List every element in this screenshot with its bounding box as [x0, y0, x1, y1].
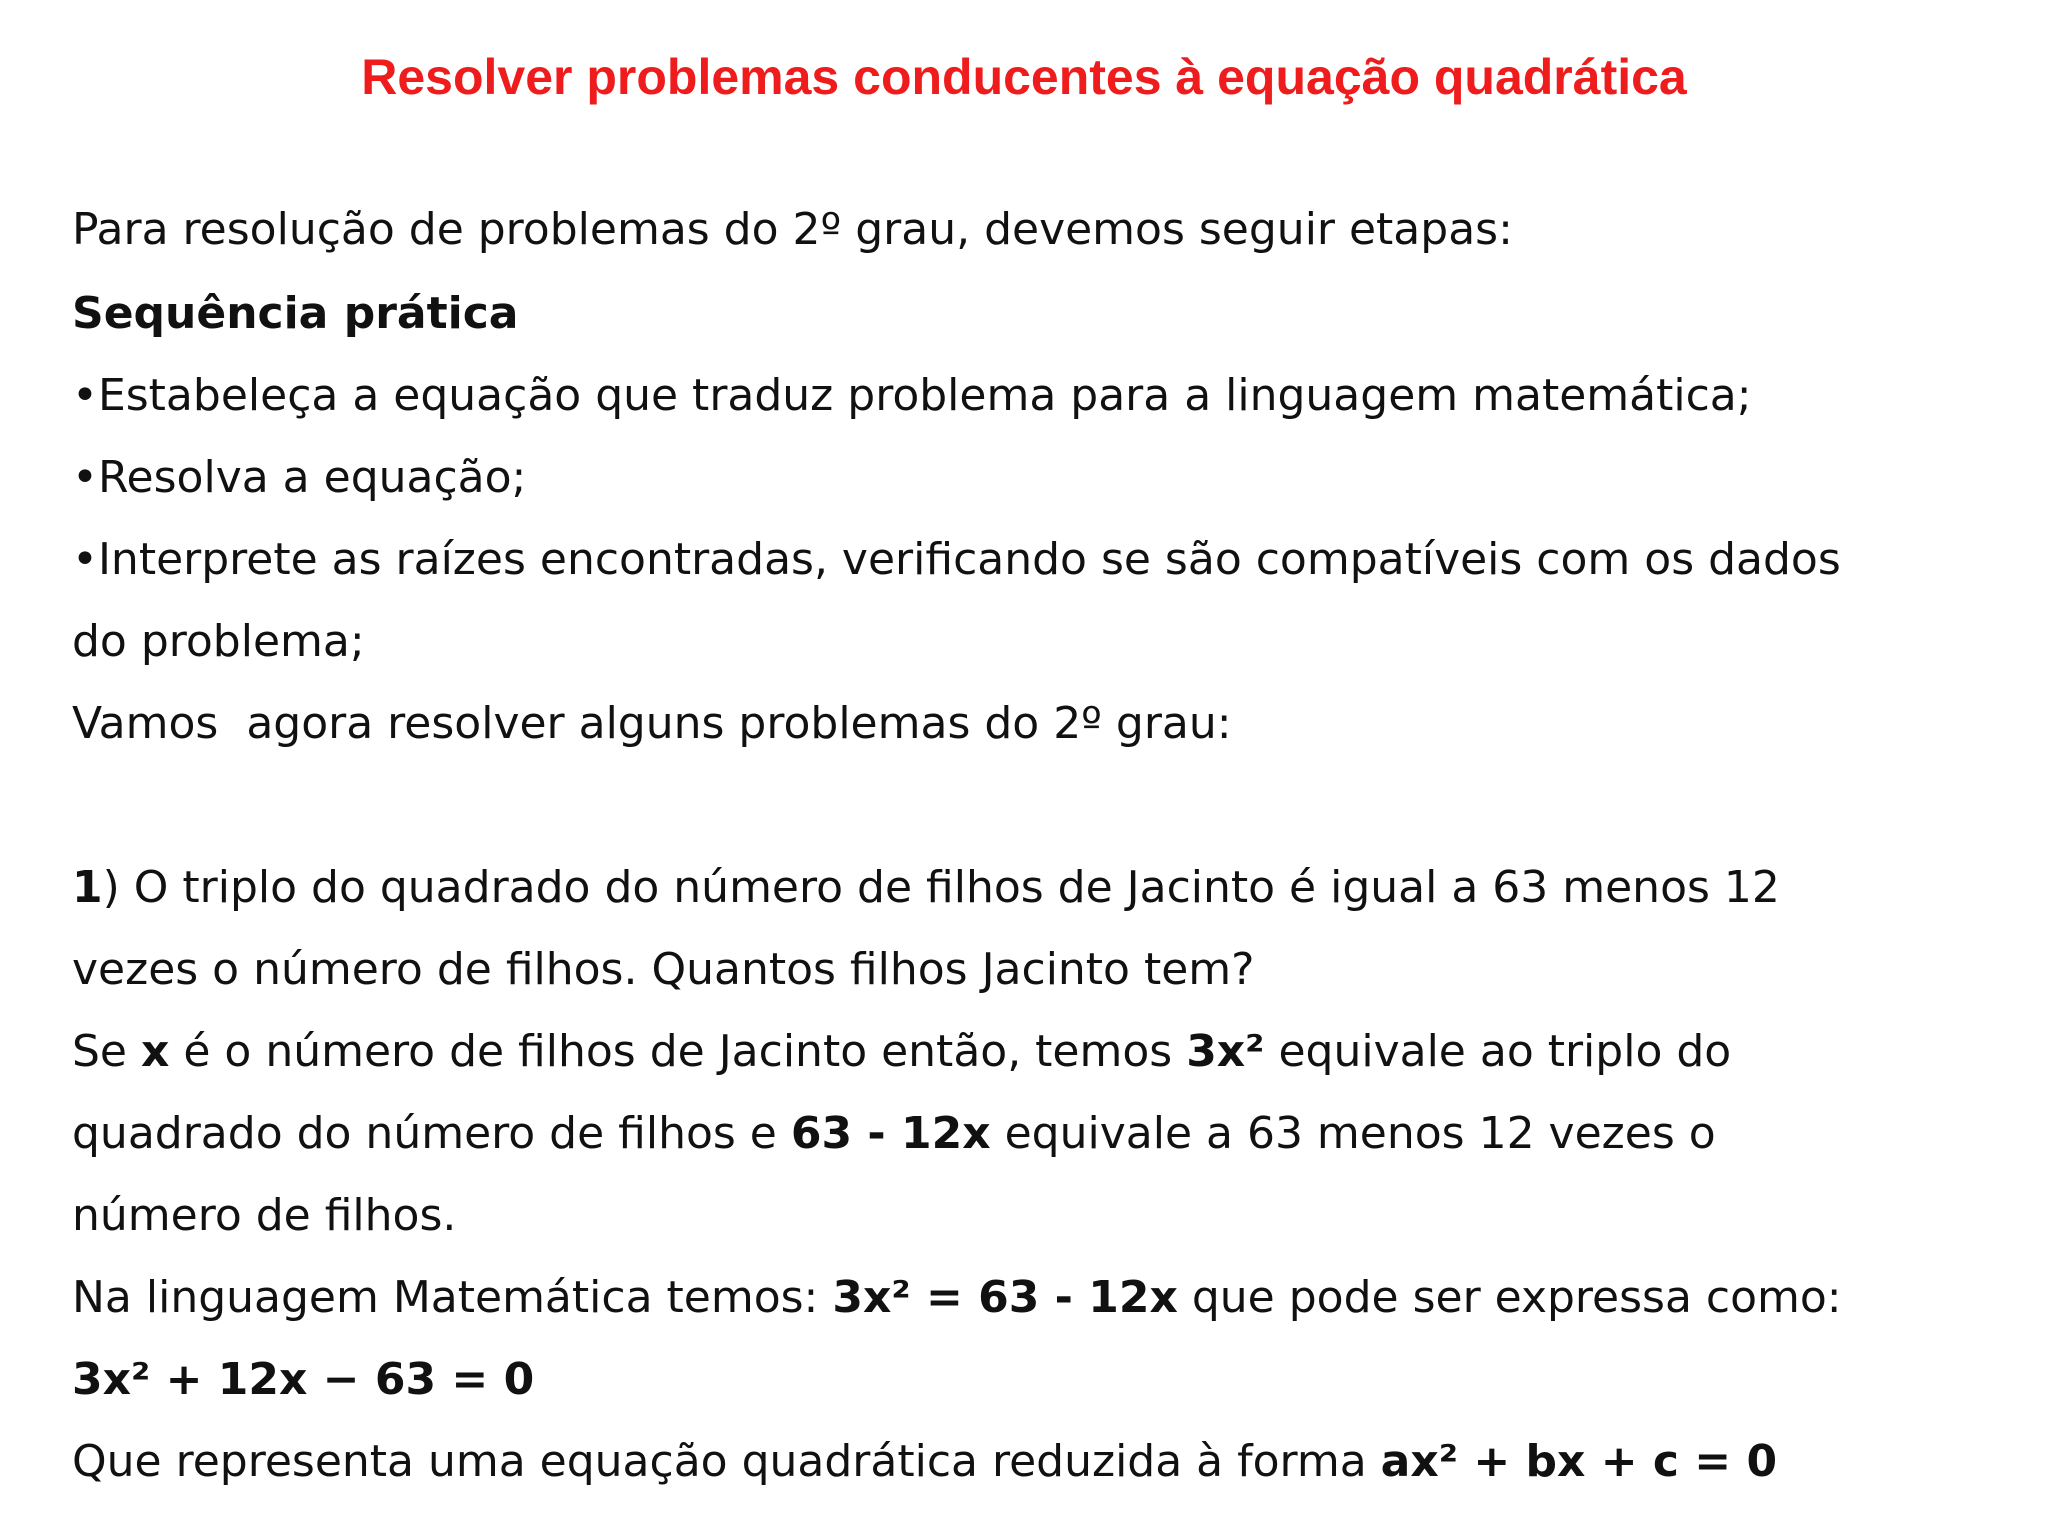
math-language-line: [72, 1268, 1842, 1328]
problem-1-statement: [72, 858, 1780, 918]
step-item-1: •Estabeleça a equação que traduz problema para a linguagem matemática;: [72, 370, 1752, 421]
explanation-text: equivale ao triplo do: [1264, 1026, 1732, 1077]
expression-3x2: 3x²: [1186, 1026, 1265, 1077]
page-title: Resolver problemas conducentes à equação quadrática: [361, 49, 1687, 105]
problem-statement-line-1: ) O triplo do quadrado do número de filhos de Jacinto é igual a 63 menos 12: [102, 862, 1780, 913]
reduced-equation: 3x² + 12x − 63 = 0: [72, 1354, 535, 1405]
explanation-line-3: número de filhos.: [72, 1190, 457, 1241]
explanation-text: é o número de filhos de Jacinto então, temos: [169, 1026, 1187, 1077]
transition-text: Vamos agora resolver alguns problemas do 2º grau:: [72, 698, 1232, 749]
explanation-text: Na linguagem Matemática temos:: [72, 1272, 833, 1323]
variable-x: x: [141, 1026, 170, 1077]
explanation-text: Se: [72, 1026, 141, 1077]
explanation-text: equivale a 63 menos 12 vezes o: [990, 1108, 1716, 1159]
intro-text: Para resolução de problemas do 2º grau, devemos seguir etapas:: [72, 204, 1513, 255]
step-item-2: •Resolva a equação;: [72, 452, 527, 503]
sequence-heading: Sequência prática: [72, 288, 519, 339]
explanation-text: quadrado do número de filhos e: [72, 1108, 791, 1159]
problem-statement-line-2: vezes o número de filhos. Quantos filhos Jacinto tem?: [72, 944, 1255, 995]
standard-form-equation: ax² + bx + c = 0: [1380, 1436, 1778, 1487]
step-item-3: •Interprete as raízes encontradas, verificando se são compatíveis com os dados: [72, 534, 1841, 585]
explanation-text: Que representa uma equação quadrática reduzida à forma: [72, 1436, 1381, 1487]
equation-original: 3x² = 63 - 12x: [832, 1272, 1178, 1323]
explanation-text: que pode ser expressa como:: [1177, 1272, 1842, 1323]
problem-number: 1: [72, 862, 103, 913]
standard-form-line: [72, 1432, 1777, 1492]
explanation-line-2: [72, 1104, 1716, 1164]
explanation-line-1: [72, 1022, 1731, 1082]
expression-63-minus-12x: 63 - 12x: [790, 1108, 991, 1159]
step-item-3-continued: do problema;: [72, 616, 365, 667]
